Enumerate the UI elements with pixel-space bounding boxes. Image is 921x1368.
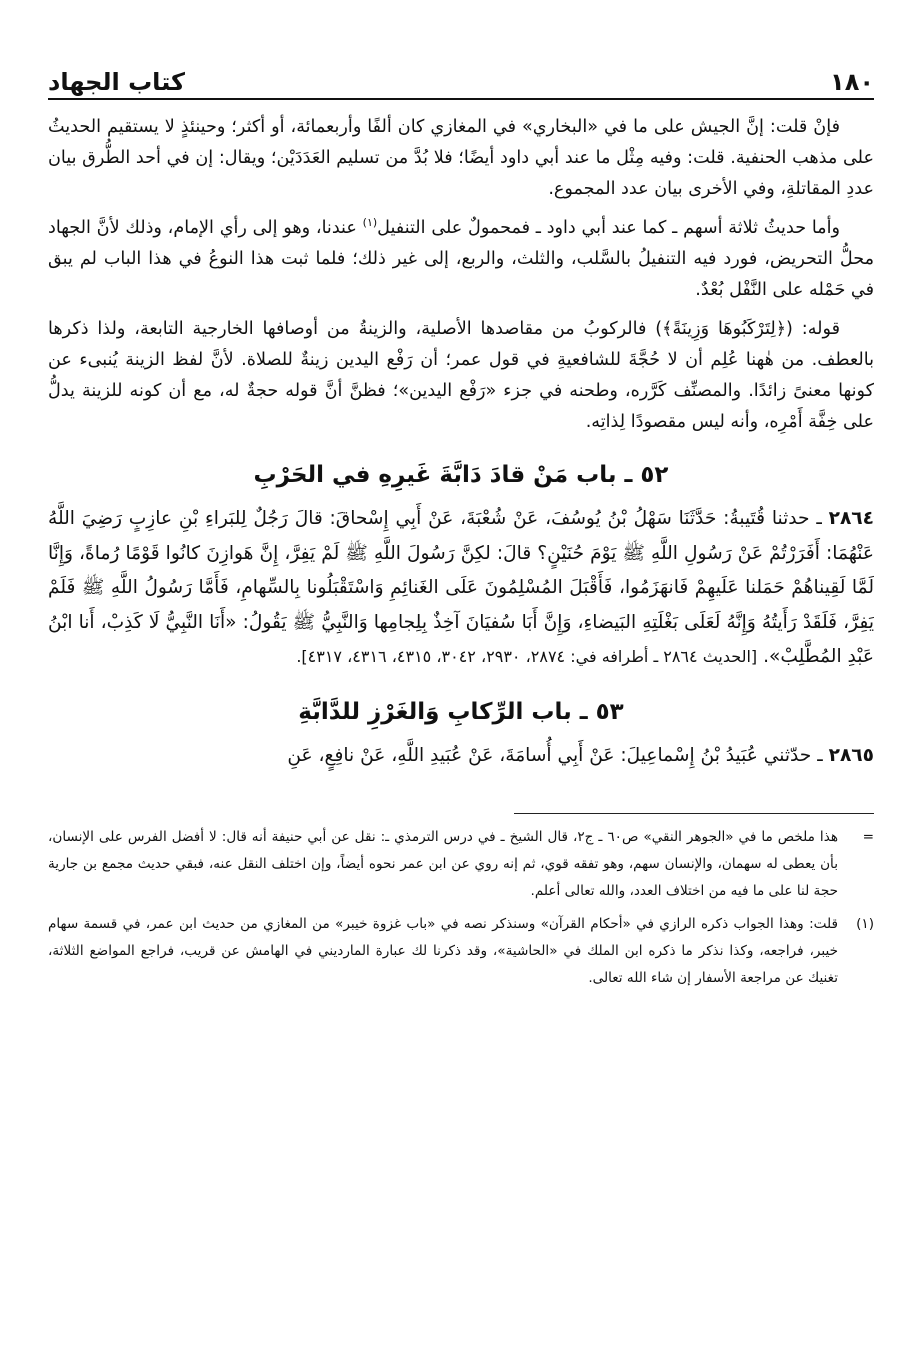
hadith-2864 [48, 502, 874, 675]
running-title: كتاب الجهاد [48, 68, 185, 96]
paragraph-text: فإنْ قلت: إنَّ الجيش على ما في «البخاري» في المغازي كان ألفًا وأربعمائة، أو أكثر؛ وحينئذٍ لا يستقيم الحديثُ على مذهب الحنفية. قلت: وفيه مِثْل ما عند أبي داود أيضًا؛ فلا بُدَّ من تسليم العَدَدَيْن؛ ويقال: إن في أحد الطُّرق بيان عددِ المقاتلةِ، وفي الأخرى بيان عدد المجموع. [48, 117, 874, 199]
chapter-heading-52: ٥٢ ـ باب مَنْ قادَ دَابَّةَ غَيرِهِ في الحَرْبِ [253, 462, 669, 488]
paragraph-text: قوله: (﴿لِتَرْكَبُوهَا وَزِينَةً﴾) فالركوبُ من مقاصدها الأصلية، والزينةُ من أوصافها الخارجية التابعة، ولذا ذكرها بالعطف. من هٰهنا عُلِم أن لا حُجَّةَ للشافعيةِ في قول عمر؛ أن رَفْع اليدين زينةٌ للصلاة. لأنَّ لفظ الزينة يُنبىء عن كونها معنىً زائدًا. والمصنِّف كَرَّره، وطحنه في جزء «رَفْع اليدين»؛ فظنَّ أنَّ قوله حجةٌ له، مع أن كونه للزينة يدلُّ على خِفَّة أَمْرِه، وأنه ليس مقصودًا لِذاتِه. [48, 319, 874, 432]
footnote-text: قلت: وهذا الجواب ذكره الرازي في «أحكام القرآن» وسنذكر نصه في «باب غزوة خيبر» من المغازي من حديث ابن عمر، في قسمة سهام خيبر، فراجعه، وكذا نذكر ما ذكره ابن الملك في «الحاشية»، وقد ذكرنا لك عبارة المارديني في الهامش عن قريب، فراجع المواضع الثلاثة، تغنيك عن مراجعة الأسفار إن شاء الله تعالى. [48, 916, 838, 986]
paragraph-zeenah [48, 306, 874, 438]
footnote-text: هذا ملخص ما في «الجوهر النقي» ص٦٠ ـ ج٢، قال الشيخ ـ في درس الترمذي ـ: نقل عن أبي حنيفة أنه قال: لا أفضل الفرس على الإنسان، بأن يعطى له سهمان، والإنسان سهم، وهو تفقه قوي، ثم إنه روي عن ابن عمر نحوه أيضاً، وإن اختلف النقل عنه، فبقي حديث مجمع بن جارية حجة لنا على ما فيه من اختلاف العدد، والله تعالى أعلم. [48, 829, 839, 899]
footnote-mark: = [862, 829, 874, 845]
footnote-ref[interactable]: (١) [362, 216, 378, 230]
chapter-heading-53: ٥٣ ـ باب الرِّكابِ وَالغَرْزِ للدَّابَّةِ [298, 698, 624, 725]
page-number: ١٨٠ [830, 68, 874, 96]
footnote-mark: (١) [856, 916, 874, 932]
hadith-cross-references: [الحديث ٢٨٦٤ ـ أطرافه في: ٢٨٧٤، ٢٩٣٠، ٣٠٤٢، ٤٣١٥، ٤٣١٦، ٤٣١٧]. [296, 647, 758, 666]
hadith-number: ٢٨٦٥ [828, 744, 874, 766]
page-header [48, 56, 874, 100]
hadith-text: ـ حدثنا قُتَيبةُ: حَدَّثَنَا سَهْلُ بْنُ يُوسُفَ، عَنْ شُعْبَةَ، عَنْ أَبِي إِسْحاقَ: قالَ رَجُلٌ لِلبَراءِ بْنِ عازِبٍ رَضِيَ اللَّهُ عَنْهُمَا: أَفَرَرْتُمْ عَنْ رَسُولِ اللَّهِ ﷺ يَوْمَ حُنَيْنٍ؟ قالَ: لكِنَّ رَسُولَ اللَّهِ ﷺ لَمْ يَفِرَّ، إِنَّ هَوازِنَ كانُوا قَوْمًا رُماةً، وَإِنَّا لَمَّا لَقِيناهُمْ حَمَلنا عَلَيهِمْ فَانهَزَمُوا، فَأَقْبَلَ المُسْلِمُونَ عَلَى الغَنائِمِ وَاسْتَقْبَلُونا بِالسِّهامِ، فَأَمَّا رَسُولُ اللَّهِ ﷺ فَلَمْ يَفِرَّ، فَلَقَدْ رَأَيتُهُ وَإِنَّهُ لَعَلَى بَغْلَتِهِ البَيضاءِ، وَإِنَّ أَبَا سُفيَانَ آخِذٌ بِلِجامِها وَالنَّبِيُّ ﷺ يَقُولُ: «أَنَا النَّبِيُّ لَا كَذِبْ، أَنا ابْنُ عَبْدِ المُطَّلِبْ». [48, 508, 874, 667]
footnote-separator [514, 813, 874, 814]
book-page [48, 56, 874, 1346]
paragraph-text: عندنا، وهو إلى رأي الإمام، وذلك لأنَّ الجهاد محلُّ التحريض، فورد فيه التنفيلُ بالسَّلب، والثلث، والربع، إلى غير ذلك؛ فلما ثبت هذا النوعُ في هذا الباب لم يبق في حَمْله على النَّفْل بُعْدٌ. [48, 218, 874, 300]
hadith-text: ـ حدّثني عُبَيدُ بْنُ إِسْماعِيلَ: عَنْ أَبِي أُسامَةَ، عَنْ عُبَيدِ اللَّهِ، عَنْ نافِعٍ، عَنِ [287, 744, 823, 766]
hadith-number: ٢٨٦٤ [828, 508, 874, 529]
footnote-continued [48, 824, 874, 905]
paragraph-three-shares [48, 205, 874, 306]
paragraph-objection [48, 100, 874, 205]
paragraph-text: وأما حديثُ ثلاثة أسهم ـ كما عند أبي داود ـ فمحمولٌ على التنفيل [377, 218, 840, 238]
footnote-1 [48, 911, 874, 992]
hadith-2865 [48, 739, 874, 774]
